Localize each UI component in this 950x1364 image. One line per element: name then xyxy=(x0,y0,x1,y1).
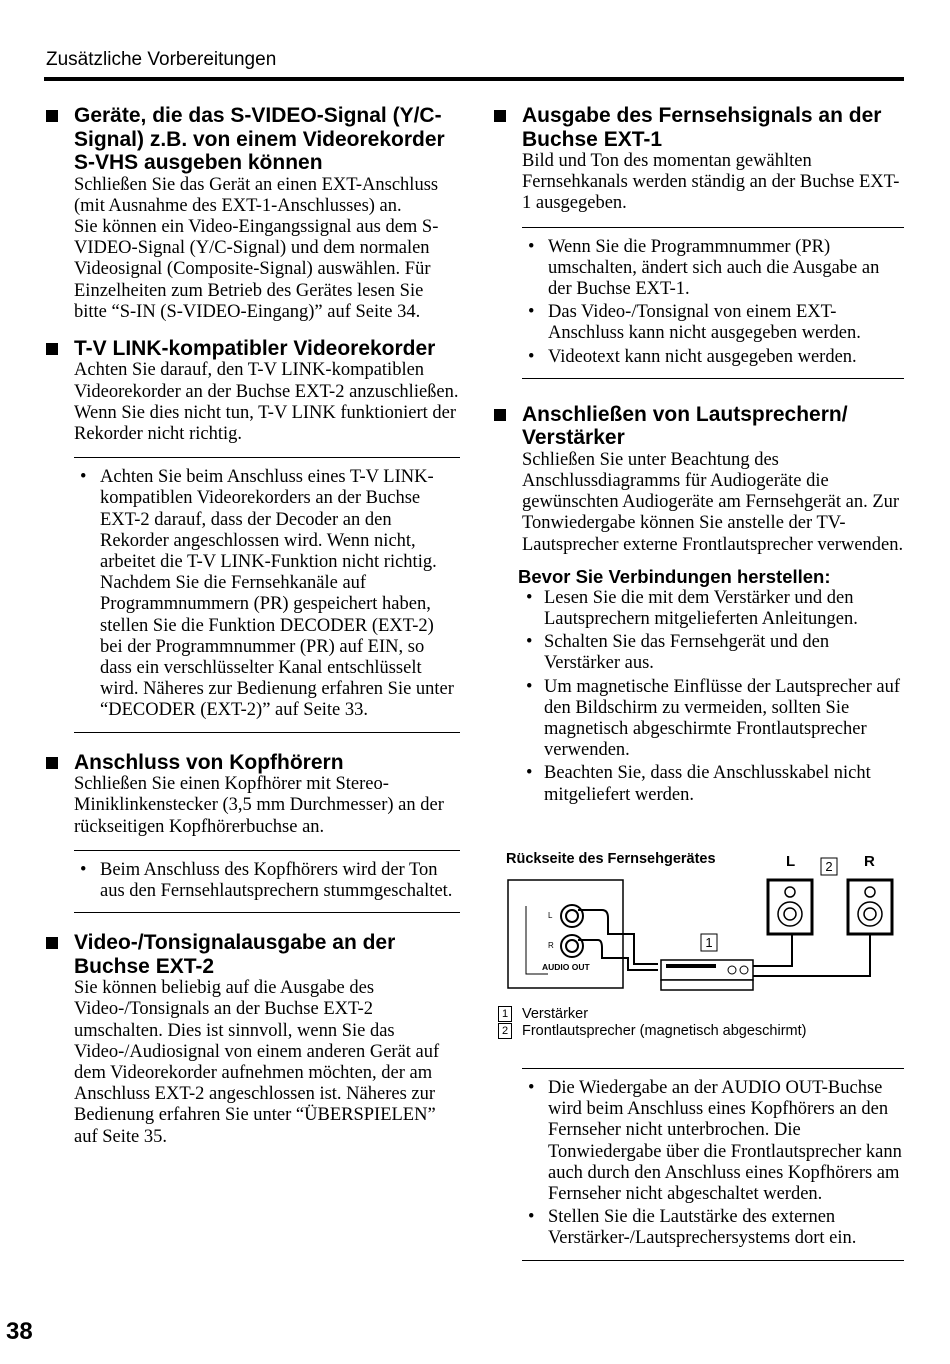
page-number: 38 xyxy=(6,1318,33,1345)
note-item: • Achten Sie beim Anschluss eines T-V LINK-kompatiblen Videorekorders an der Buchse EXT-2 darauf, dass der Decoder an den Rekorder angeschlossen wird. Wenn nicht, arbeitet die T-V LINK-Funktion nicht richtig. Nachdem Sie die Fernsehkanäle auf Programmnummern (PR) gespeichert haben, stellen Sie die Funktion DECODER (EXT-2) bei der Programmnummer (PR) auf EIN, so dass ein verschlüsselter Kanal entschlüsselt wird. Näheres zur Bedienung erfahren Sie unter “DECODER (EXT-2)” auf Seite 33. xyxy=(74,467,460,721)
notes-box xyxy=(522,1068,904,1261)
note-item: • Die Wiedergabe an der AUDIO OUT-Buchse wird beim Anschluss eines Kopfhörers an den Fernseher nicht unterbrochen. Die Tonwiedergabe über die Frontlautsprecher kann auch durch den Anschluss eines Kopfhörers am Fernseher nicht abgeschaltet werden. xyxy=(522,1078,904,1205)
legend-label: Verstärker xyxy=(522,1006,589,1022)
notes-box xyxy=(74,457,460,732)
callout-number-1: 1 xyxy=(705,935,713,950)
section-ext1-output xyxy=(492,104,904,379)
paragraph: Sie können beliebig auf die Ausgabe des Video-/Tonsignals an der Buchse EXT-2 umschalten. Dies ist sinnvoll, wenn Sie das Video-/Audiosignal von einem anderen Gerät auf dem Videorekorder aufnehmen möchten, der am Anschluss EXT-2 angeschlossen ist. Näheres zur Bedienung erfahren Sie unter “ÜBERSPIELEN” auf Seite 35. xyxy=(74,978,440,1147)
audio-out-label: AUDIO OUT xyxy=(542,962,590,972)
paragraph: Sie können ein Video-Eingangssignal aus dem S-VIDEO-Signal (Y/C-Signal) und dem normalen Videosignal (Composite-Signal) auswählen. Für Einzelheiten zum Betrieb des Gerätes lesen Sie bitte “S-IN (S-VIDEO-Eingang)” auf Seite 34. xyxy=(74,216,439,322)
notes-box xyxy=(74,850,460,913)
section-heading: Anschluss von Kopfhörern xyxy=(44,751,460,775)
paragraph: Achten Sie darauf, den T-V LINK-kompatiblen Videorekorder an der Buchse EXT-2 anzuschließen. Wenn Sie dies nicht tun, T-V LINK funktioniert der Rekorder nicht richtig. xyxy=(74,360,459,445)
speaker-notes xyxy=(492,1068,904,1277)
legend-number: 2 xyxy=(498,1023,512,1039)
section-heading: T-V LINK-kompatibler Videorekorder xyxy=(44,337,460,361)
paragraph: Schließen Sie das Gerät an einen EXT-Anschluss (mit Ausnahme des EXT-1-Anschlusses) an. xyxy=(74,174,439,216)
legend-label: Frontlautsprecher (magnetisch abgeschirmt) xyxy=(522,1023,807,1039)
connection-diagram xyxy=(498,846,904,1046)
subheading: Bevor Sie Verbindungen herstellen: xyxy=(518,565,831,587)
list-item: • Beachten Sie, dass die Anschlusskabel nicht mitgeliefert werden. xyxy=(518,763,904,805)
square-bullet-icon xyxy=(46,757,58,769)
legend-item-2 xyxy=(498,1023,806,1039)
jack-r-label: R xyxy=(548,941,554,950)
right-column xyxy=(492,104,904,818)
section-ext2-output xyxy=(44,931,460,1148)
section-heading: Geräte, die das S-VIDEO-Signal (Y/C-Signal) z.B. von einem Videorekorder S-VHS ausgeben können xyxy=(44,104,460,175)
speaker-right-label: R xyxy=(864,853,875,870)
page-header: Zusätzliche Vorbereitungen xyxy=(46,49,277,70)
section-speakers xyxy=(492,403,904,806)
note-item: • Videotext kann nicht ausgegeben werden. xyxy=(522,347,904,368)
notes-box xyxy=(522,227,904,379)
list-item: • Schalten Sie das Fernsehgerät und den Verstärker aus. xyxy=(518,632,904,674)
note-item: • Wenn Sie die Programmnummer (PR) umschalten, ändert sich auch die Ausgabe an der Buchse EXT-1. xyxy=(522,237,904,301)
speaker-left-label: L xyxy=(786,853,796,870)
square-bullet-icon xyxy=(46,343,58,355)
paragraph: Schließen Sie unter Beachtung des Anschlussdiagramms für Audiogeräte die gewünschten Audiogeräte am Fernsehgerät an. Zur Tonwiedergabe können Sie anstelle der TV-Lautsprecher externe Frontlautsprecher verwenden. xyxy=(522,449,904,555)
paragraph: Bild und Ton des momentan gewählten Fernsehkanals werden ständig an der Buchse EXT-1 ausgegeben. xyxy=(522,151,900,214)
jack-l-label: L xyxy=(548,911,553,920)
note-item: • Das Video-/Tonsignal von einem EXT-Anschluss kann nicht ausgegeben werden. xyxy=(522,302,904,344)
section-heading: Anschließen von Lautsprechern/ Verstärker xyxy=(492,403,904,450)
note-item: • Stellen Sie die Lautstärke des externen Verstärker-/Lautsprechersystems dort ein. xyxy=(522,1207,904,1249)
square-bullet-icon xyxy=(46,110,58,122)
left-column xyxy=(44,104,460,1160)
section-heading: Ausgabe des Fernsehsignals an der Buchse EXT-1 xyxy=(492,104,904,151)
tv-back-label: Rückseite des Fernsehgerätes xyxy=(506,851,716,867)
callout-number-2: 2 xyxy=(825,859,833,874)
section-s-video xyxy=(44,104,460,323)
speaker-cable-r xyxy=(753,932,870,976)
square-bullet-icon xyxy=(494,409,506,421)
bullet-list xyxy=(518,588,904,806)
legend-item-1 xyxy=(498,1006,588,1022)
section-headphones xyxy=(44,751,460,914)
section-heading: Video-/Tonsignalausgabe an der Buchse EXT-2 xyxy=(44,931,460,978)
paragraph: Schließen Sie einen Kopfhörer mit Stereo-Miniklinkenstecker (3,5 mm Durchmesser) an der rückseitigen Kopfhörerbuchse an. xyxy=(74,774,444,837)
note-item: • Beim Anschluss des Kopfhörers wird der Ton aus den Fernsehlautsprechern stummgeschaltet. xyxy=(74,860,460,902)
amplifier-icon xyxy=(661,960,753,980)
square-bullet-icon xyxy=(46,937,58,949)
header-rule xyxy=(44,77,904,81)
speaker-cable-l xyxy=(753,932,792,966)
section-tv-link xyxy=(44,337,460,733)
square-bullet-icon xyxy=(494,110,506,122)
legend-number: 1 xyxy=(498,1006,512,1022)
list-item: • Um magnetische Einflüsse der Lautsprecher auf den Bildschirm zu vermeiden, sollten Sie magnetisch abgeschirmte Frontlautsprecher verwenden. xyxy=(518,677,904,762)
list-item: • Lesen Sie die mit dem Verstärker und den Lautsprechern mitgelieferten Anleitungen. xyxy=(518,588,904,630)
